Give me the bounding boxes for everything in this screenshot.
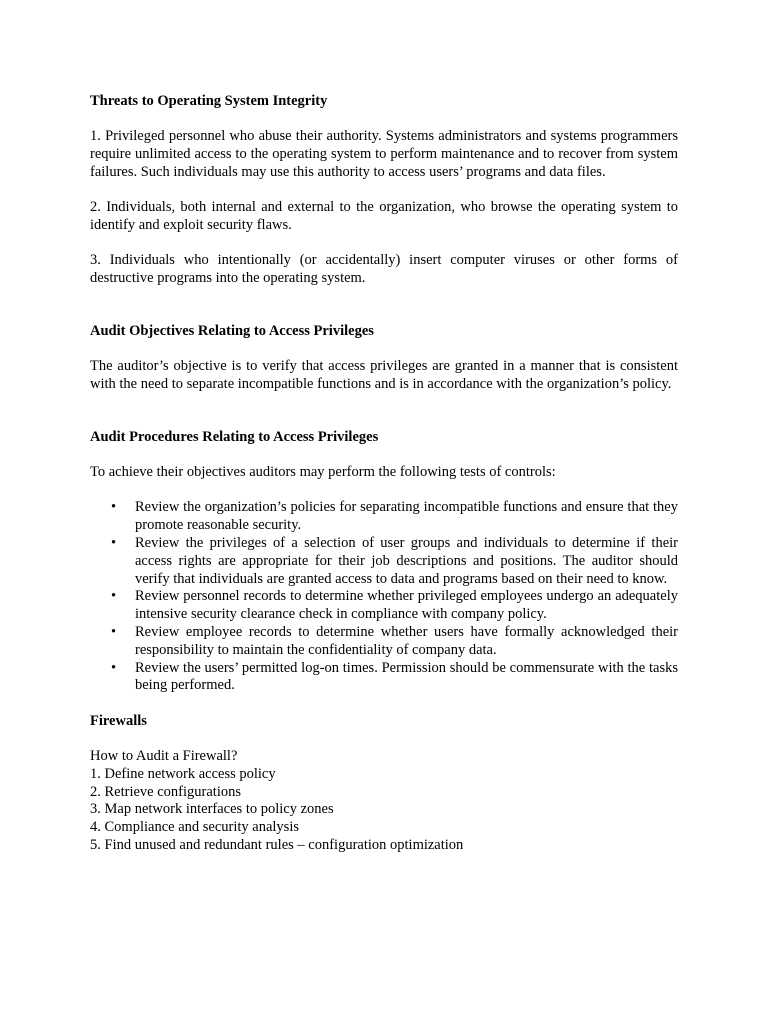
firewalls-heading: Firewalls bbox=[90, 712, 147, 729]
firewall-step: 3. Map network interfaces to policy zones bbox=[90, 801, 334, 818]
firewall-subheading: How to Audit a Firewall? bbox=[90, 747, 238, 764]
audit-procedures-heading: Audit Procedures Relating to Access Privileges bbox=[90, 428, 379, 445]
bullet-icon: • bbox=[111, 659, 117, 676]
threat-item-1: 1. Privileged personnel who abuse their authority. Systems administrators and systems programmers require unlimited access to the operating system to perform maintenance and to recover from system failures. Such individuals may use this authority to access users’ programs and data files. bbox=[90, 128, 678, 180]
list-item bbox=[90, 499, 678, 535]
list-item bbox=[90, 588, 678, 624]
document-page bbox=[90, 93, 678, 855]
list-item bbox=[90, 624, 678, 660]
firewall-step: 1. Define network access policy bbox=[90, 765, 276, 782]
bullet-icon: • bbox=[111, 534, 117, 551]
list-item bbox=[90, 660, 678, 696]
threat-item-2: 2. Individuals, both internal and external to the organization, who browse the operating system to identify and exploit security flaws. bbox=[90, 199, 678, 233]
threat-item-3: 3. Individuals who intentionally (or accidentally) insert computer viruses or other forms of destructive programs into the operating system. bbox=[90, 252, 678, 287]
list-item-text: Review employee records to determine whether users have formally acknowledged their responsibility to maintain the confidentiality of company data. bbox=[135, 623, 678, 658]
list-item-text: Review the organization’s policies for separating incompatible functions and ensure that they promote reasonable security. bbox=[135, 499, 678, 534]
firewall-step: 5. Find unused and redundant rules – configuration optimization bbox=[90, 836, 464, 853]
bullet-icon: • bbox=[111, 588, 117, 605]
bullet-icon: • bbox=[111, 499, 117, 516]
list-item-text: Review personnel records to determine whether privileged employees undergo an adequately intensive security clearance check in compliance with company policy. bbox=[135, 588, 678, 623]
audit-objectives-body: The auditor’s objective is to verify that access privileges are granted in a manner that is consistent with the need to separate incompatible functions and is in accordance with the organization’s policy. bbox=[90, 358, 678, 392]
list-item-text: Review the users’ permitted log-on times. Permission should be commensurate with the tasks being performed. bbox=[135, 659, 678, 694]
audit-procedures-list bbox=[90, 499, 678, 695]
threats-heading: Threats to Operating System Integrity bbox=[90, 93, 328, 109]
audit-objectives-heading: Audit Objectives Relating to Access Privileges bbox=[90, 322, 374, 339]
firewall-audit-steps bbox=[90, 748, 678, 855]
firewall-step: 2. Retrieve configurations bbox=[90, 783, 241, 800]
list-item-text: Review the privileges of a selection of user groups and individuals to determine if their access rights are appropriate for their job descriptions and positions. The auditor should verify that individuals are granted access to data and programs based on their need to know. bbox=[135, 534, 678, 587]
list-item bbox=[90, 535, 678, 588]
firewall-step: 4. Compliance and security analysis bbox=[90, 819, 299, 836]
bullet-icon: • bbox=[111, 623, 117, 640]
audit-procedures-intro: To achieve their objectives auditors may perform the following tests of controls: bbox=[90, 464, 556, 481]
